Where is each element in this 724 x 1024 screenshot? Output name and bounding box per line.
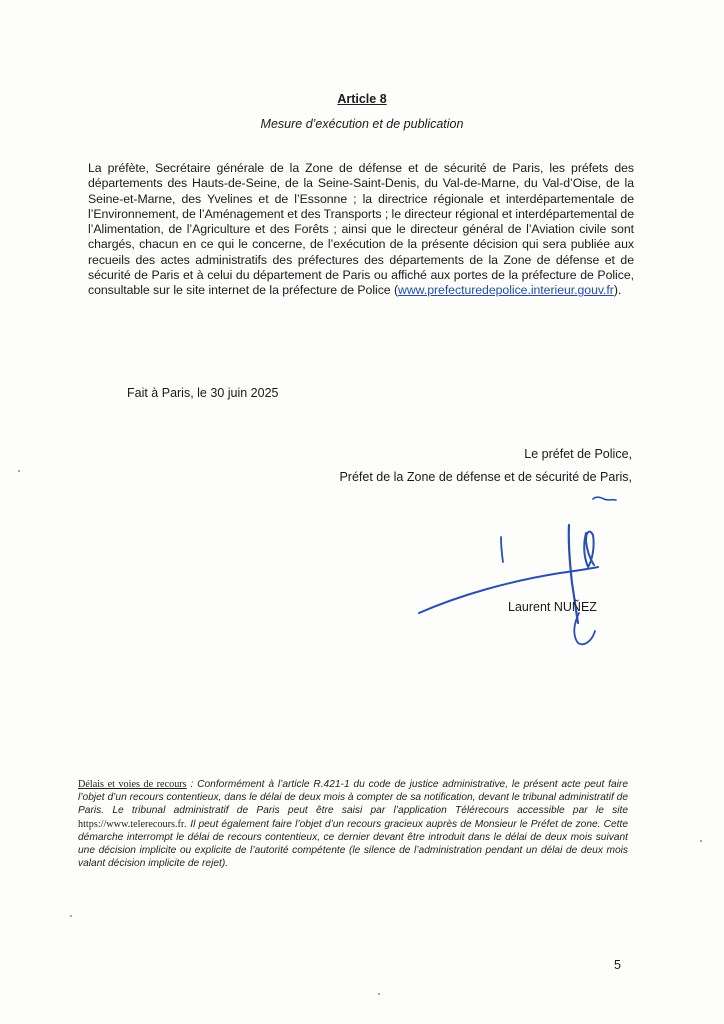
page-number: 5 — [614, 958, 621, 972]
signatory-title-line2: Préfet de la Zone de défense et de sécurité de Paris, — [339, 470, 632, 484]
body-text-end: ). — [613, 283, 622, 298]
scan-speck — [18, 470, 20, 472]
scan-speck — [70, 915, 72, 917]
scan-speck — [378, 993, 380, 995]
telerecours-link[interactable]: https://www.telerecours.fr — [78, 818, 185, 830]
body-text-start: La préfète, Secrétaire générale de la Zone de défense et de sécurité de Paris, les préfets des départements des Hauts-de-Seine, de la Seine-Saint-Denis, du Val-de-Marne, du Val-d’Oise, de la Seine-et-Marne, des Yvelines et de l’Essonne ; la directrice régionale et interdépartementale de l’Environnement, de l’Aménagement et des Transports ; le directeur régional et interdépartemental de l’Alimentation, de l’Agriculture et des Forêts ; ainsi que le directeur général de l’Aviation civile sont chargés, chacun en ce qui le concerne, de l’exécution de la présente décision qui sera publiée aux recueils des actes administratifs des préfectures des départements de la Zone de défense et de sécurité de Paris et à celui du département de Paris ou affiché aux portes de la préfecture de Police, consultable sur le site internet de la préfecture de Police ( — [88, 161, 634, 298]
appeal-notice — [78, 778, 628, 870]
appeal-notice-text-2: . Il peut également faire l’objet d’un recours gracieux auprès de Monsieur le Préfet de zone. Cette démarche interrompt le délai de recours contentieux, ce dernier devant être introduit dans le délai de deux mois suivant une décision implicite ou explicite de l’autorité compétente (le silence de l’administration pendant un délai de deux mois valant décision implicite de rejet). — [78, 818, 628, 870]
handwritten-signature — [400, 485, 660, 660]
article-subtitle: Mesure d’exécution et de publication — [260, 117, 464, 131]
scan-speck — [700, 840, 702, 842]
appeal-notice-text-1: : Conformément à l’article R.421-1 du code de justice administrative, le présent acte peut faire l’objet d’un recours contentieux, dans le délai de deux mois à compter de sa notification, devant le tribunal administratif de Paris. Le tribunal administratif de Paris peut être saisi par l’application Télérecours accessible par le site — [78, 779, 628, 817]
signer-name: Laurent NUÑEZ — [508, 600, 597, 614]
prefecture-website-link[interactable]: www.prefecturedepolice.interieur.gouv.fr — [398, 283, 614, 298]
article-title: Article 8 — [337, 92, 387, 106]
signatory-title-line1: Le préfet de Police, — [524, 447, 632, 461]
article-body — [88, 161, 634, 299]
place-date: Fait à Paris, le 30 juin 2025 — [127, 386, 279, 400]
appeal-notice-label: Délais et voies de recours — [78, 779, 187, 790]
